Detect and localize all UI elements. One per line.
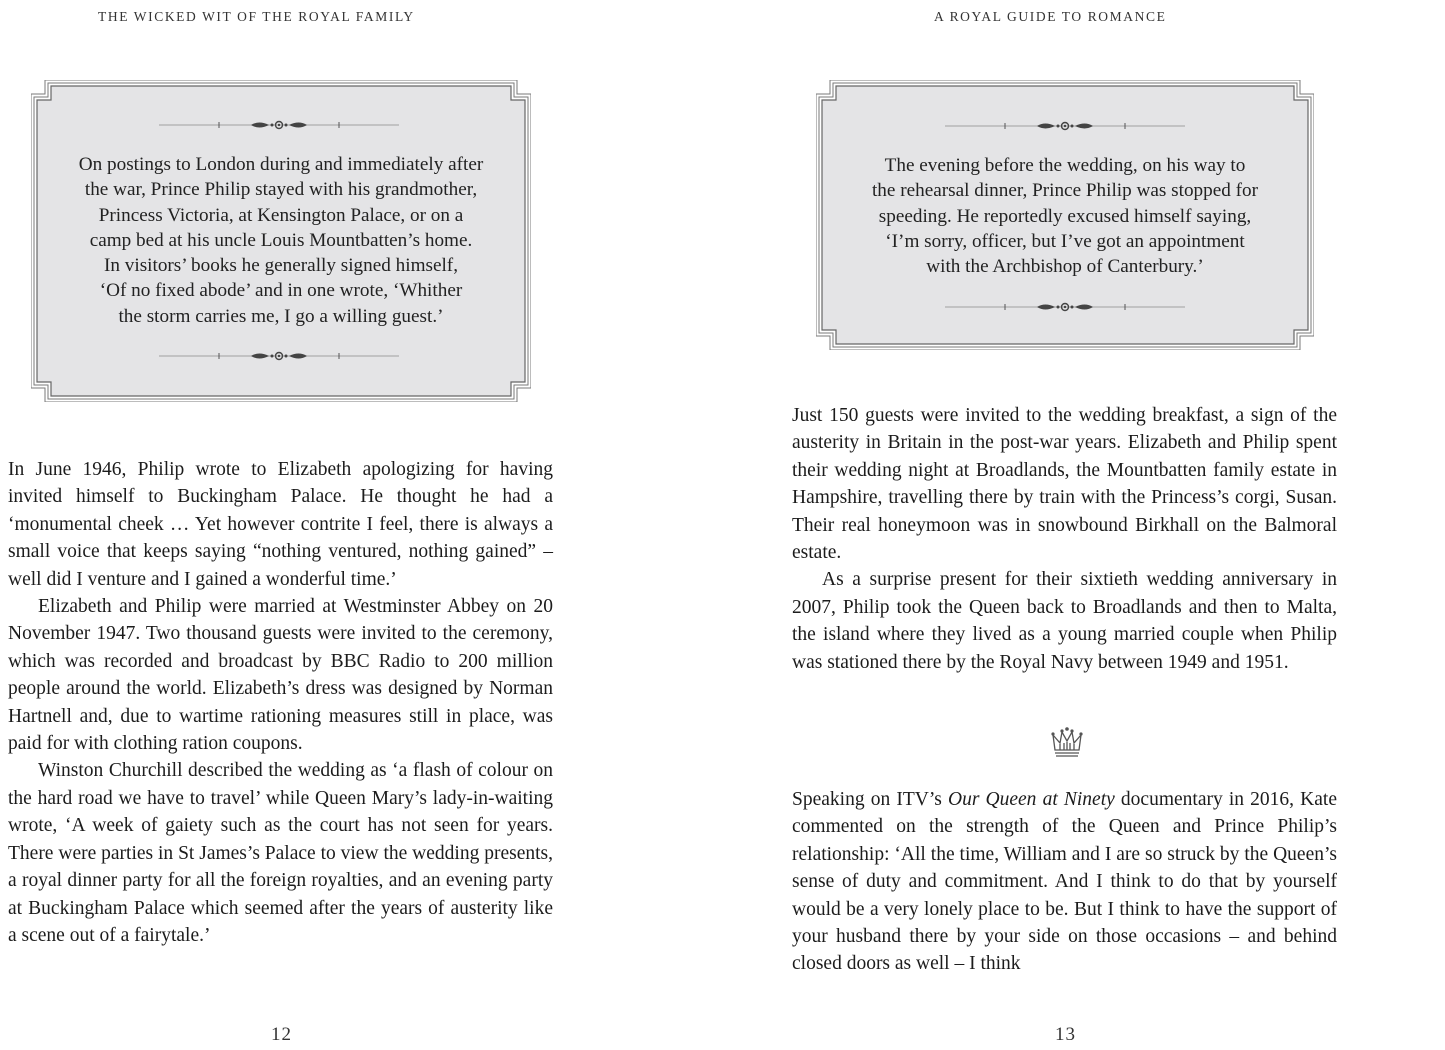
quote-line: with the Archbishop of Canterbury.’ xyxy=(926,256,1204,278)
flourish-divider-icon xyxy=(945,300,1185,314)
paragraph: As a surprise present for their sixtieth wedding anniversary in 2007, Philip took the Queen back to Broadlands and then to Malta, the island where they lived as a young married couple when Philip was stationed there by the Royal Navy between 1949 and 1951. xyxy=(792,569,1337,673)
running-head: THE WICKED WIT OF THE ROYAL FAMILY xyxy=(98,9,415,24)
running-head: A ROYAL GUIDE TO ROMANCE xyxy=(934,9,1167,24)
text-run: documentary in 2016, Kate commented on the strength of the Queen and Prince Philip’s relationship: ‘All the time, William and I are so struck by the Queen’s sense of duty and commitment. And I think to do that by yourself would be a very lonely place to be. But I think to have the support of your husband there by your side on those occasions – and behind closed doors as well – I think xyxy=(792,789,1337,975)
quote-line: camp bed at his uncle Louis Mountbatten’s home. xyxy=(89,229,473,251)
page-number: 13 xyxy=(1055,1024,1076,1045)
quote-line: the rehearsal dinner, Prince Philip was stopped for xyxy=(871,180,1259,202)
quote-line: the storm carries me, I go a willing guest.’ xyxy=(118,305,444,327)
body-text xyxy=(8,456,553,949)
quote-box xyxy=(31,80,531,402)
quote-line: The evening before the wedding, on his way to xyxy=(884,155,1246,176)
right-page xyxy=(723,0,1445,1050)
flourish-divider-icon xyxy=(159,118,399,132)
body-text xyxy=(792,402,1337,676)
body-text xyxy=(792,786,1337,978)
quote-line: speeding. He reportedly excused himself saying, xyxy=(878,205,1252,227)
quote-line: On postings to London during and immediately after xyxy=(78,154,484,175)
quote-line: ‘Of no fixed abode’ and in one wrote, ‘Whither xyxy=(99,280,463,302)
quote-line: In visitors’ books he generally signed himself, xyxy=(103,255,458,277)
flourish-divider-icon xyxy=(945,119,1185,133)
quote-box-text xyxy=(816,153,1314,279)
paragraph: Elizabeth and Philip were married at Westminster Abbey on 20 November 1947. Two thousand guests were invited to the ceremony, which was recorded and broadcast by BBC Radio to 200 million people around the world. Elizabeth’s dress was designed by Norman Hartnell and, due to wartime rationing measures still in place, was paid for with clothing ration coupons. xyxy=(8,596,553,755)
quote-line: the war, Prince Philip stayed with his grandmother, xyxy=(84,179,478,201)
quote-box xyxy=(816,80,1314,350)
quote-line: ‘I’m sorry, officer, but I’ve got an appointment xyxy=(885,230,1245,252)
quote-box-text xyxy=(31,152,531,329)
flourish-divider-icon xyxy=(159,349,399,363)
documentary-title: Our Queen at Ninety xyxy=(947,789,1115,810)
left-page xyxy=(0,0,722,1050)
paragraph: In June 1946, Philip wrote to Elizabeth apologizing for having invited himself to Buckingham Palace. He thought he had a ‘monumental cheek … Yet however contrite I feel, there is always a small voice that keeps saying “nothing ventured, nothing gained” – well did I venture and I gained a wonderful time.’ xyxy=(8,459,553,590)
paragraph: Winston Churchill described the wedding as ‘a flash of colour on the hard road we have to travel’ while Queen Mary’s lady-in-waiting wrote, ‘A week of gaiety such as the court has not seen for years. There were parties in St James’s Palace to view the wedding presents, a royal dinner party for all the foreign royalties, and an evening party at Buckingham Palace which seemed after the years of austerity like a scene out of a fairytale.’ xyxy=(8,760,553,946)
paragraph xyxy=(792,786,1337,978)
paragraph: Just 150 guests were invited to the wedding breakfast, a sign of the austerity in Britain in the post-war years. Elizabeth and Philip spent their wedding night at Broadlands, the Mountbatten family estate in Hampshire, travelling there by train with the Princess’s corgi, Susan. Their real honeymoon was in snowbound Birkhall on the Balmoral estate. xyxy=(792,405,1337,564)
text-run: Speaking on ITV’s xyxy=(792,789,948,810)
crown-icon xyxy=(1050,726,1084,760)
page-number: 12 xyxy=(271,1024,292,1045)
quote-line: Princess Victoria, at Kensington Palace, or on a xyxy=(98,204,464,226)
